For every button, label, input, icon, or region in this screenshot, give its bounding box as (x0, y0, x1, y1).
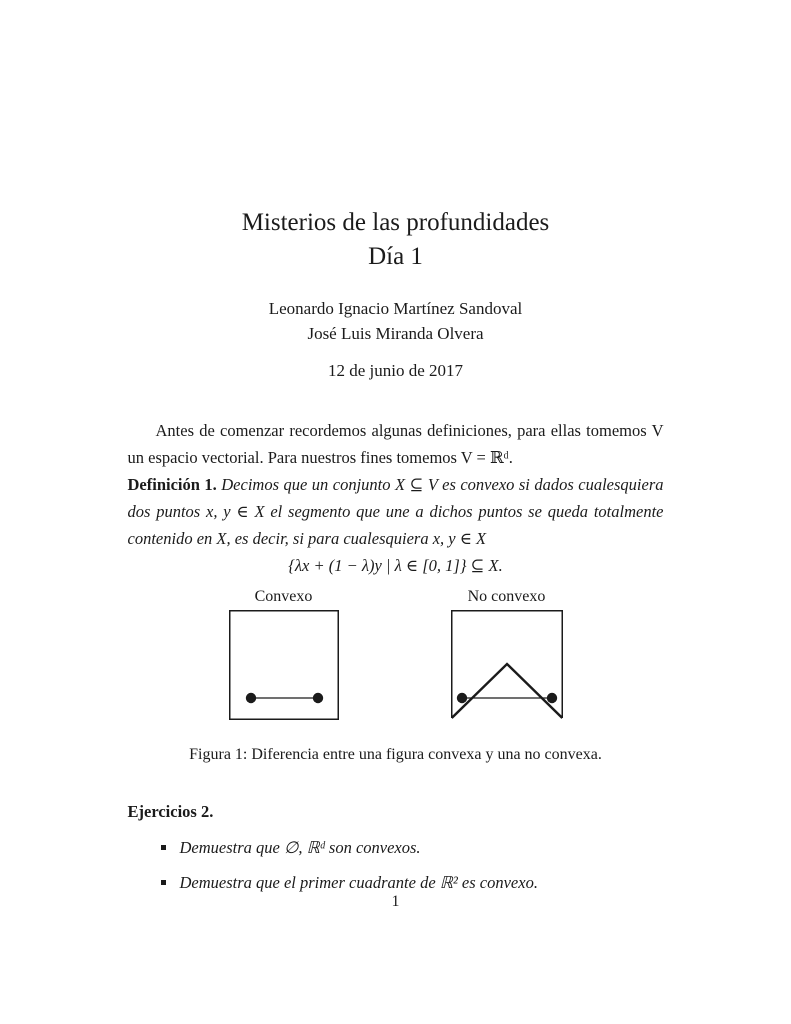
document-title-line-2: Día 1 (368, 243, 423, 270)
display-formula: {λx + (1 − λ)y | λ ∈ [0, 1]} ⊆ X. (288, 556, 503, 575)
title-block (0, 206, 791, 274)
exercises-heading: Ejercicios 2. (127, 802, 214, 821)
nonconvex-figure-svg (451, 610, 563, 720)
author-name: Leonardo Ignacio Martínez Sandoval (268, 299, 523, 318)
exercise-text: Demuestra que el primer cuadrante de ℝ² es convexo. (179, 873, 538, 892)
page-number: 1 (391, 893, 400, 910)
point-dot-left (456, 693, 466, 703)
definition-paragraph (128, 471, 664, 552)
definition-body: Decimos que un conjunto X ⊆ V es convexo si dados cualesquiera dos puntos x, y ∈ X el segmento que une a dichos puntos se queda totalmente contenido en X, es decir, si para cualesquiera x, y ∈ X (127, 475, 664, 548)
exercise-text: Demuestra que ∅, ℝᵈ son convexos. (179, 838, 421, 857)
convex-figure-svg (229, 610, 339, 720)
notch-inverted-v (451, 664, 562, 718)
document-title-line-1: Misterios de las profundidades (241, 209, 550, 236)
exercises-list (128, 836, 664, 895)
exercise-item (128, 871, 664, 895)
body-column (128, 417, 664, 895)
nonconvex-label: No convexo (467, 588, 546, 605)
bullet-square-icon (161, 845, 166, 850)
document-date: 12 de junio de 2017 (327, 361, 464, 380)
authors-block (0, 296, 791, 346)
point-dot-left (245, 693, 255, 703)
square-outline (229, 611, 338, 720)
subfigure-nonconvex (451, 586, 563, 720)
convex-label: Convexo (254, 588, 313, 605)
author-name: José Luis Miranda Olvera (307, 324, 484, 343)
point-dot-right (312, 693, 322, 703)
figure-caption: Figura 1: Diferencia entre una figura convexa y una no convexa. (189, 746, 602, 763)
subfigure-convex (229, 586, 339, 720)
subfigure-row (128, 586, 664, 720)
intro-paragraph: Antes de comenzar recordemos algunas definiciones, para ellas tomemos V un espacio vectorial. Para nuestros fines tomemos V = ℝᵈ. (127, 421, 664, 467)
definition-label: Definición 1. (127, 475, 217, 494)
exercise-item (128, 836, 664, 860)
figure-1 (128, 586, 664, 766)
point-dot-right (546, 693, 556, 703)
bullet-square-icon (161, 880, 166, 885)
